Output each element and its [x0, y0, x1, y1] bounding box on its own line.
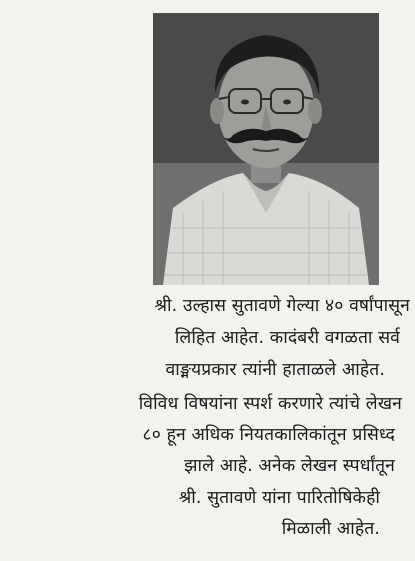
- bio-line: लिहित आहेत. कादंबरी वगळता सर्व: [174, 328, 400, 348]
- bio-line: श्री. उल्हास सुतावणे गेल्या ४० वर्षांपासून: [154, 296, 410, 316]
- bio-line: मिळाली आहेत.: [281, 519, 380, 539]
- author-photo: [153, 13, 379, 285]
- bio-line: ८० हून अधिक नियतकालिकांतून प्रसिध्द: [142, 425, 395, 445]
- bio-line: श्री. सुतावणे यांना पारितोषिकेही: [178, 488, 380, 508]
- bio-line: झाले आहे. अनेक लेखन स्पर्धांतून: [184, 456, 395, 476]
- bio-line: वाङ्मयप्रकार त्यांनी हाताळले आहेत.: [165, 360, 385, 380]
- bio-line: विविध विषयांना स्पर्श करणारे त्यांचे लेखन: [138, 394, 402, 414]
- author-bio: [70, 292, 410, 552]
